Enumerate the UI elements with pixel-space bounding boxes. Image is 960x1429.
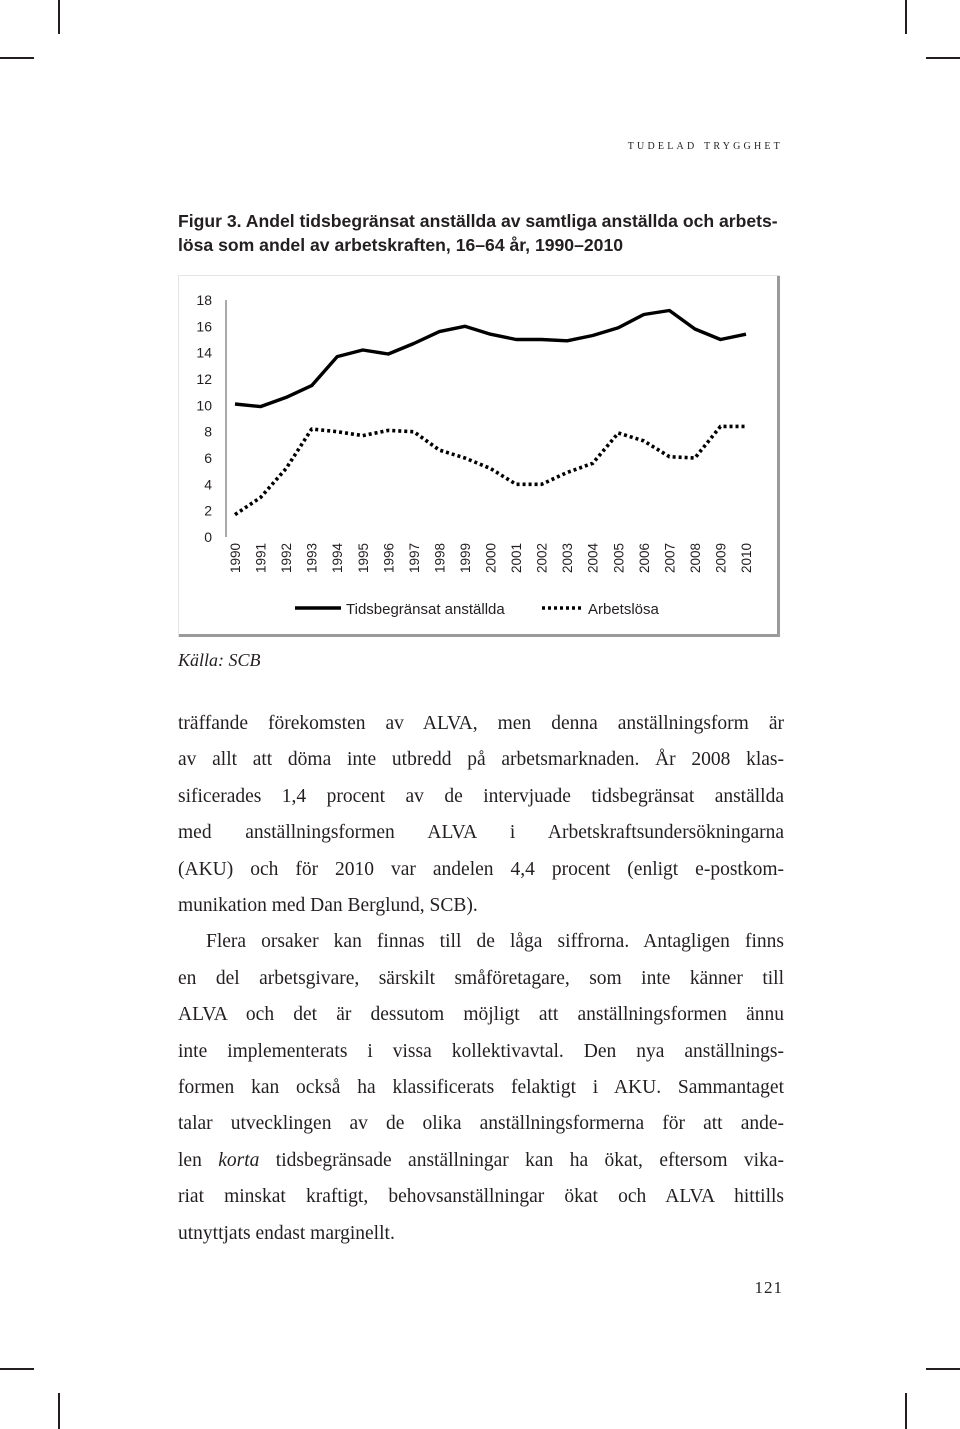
x-tick-label: 2010 — [739, 543, 754, 574]
crop-mark — [58, 0, 60, 34]
x-tick-label: 1998 — [432, 543, 448, 574]
crop-mark — [0, 57, 34, 59]
x-tick-label: 2001 — [509, 543, 525, 574]
crop-mark — [905, 0, 907, 34]
figure-caption — [178, 209, 788, 257]
x-tick-label: 1992 — [279, 543, 295, 574]
x-tick-label: 1994 — [330, 543, 346, 574]
text-line: av allt att döma inte utbredd på arbetsmarknaden. År 2008 klas- — [178, 749, 784, 771]
x-tick-label: 2005 — [611, 543, 627, 574]
text-line: inte implementerats i vissa kollektivavtal. Den nya anställnings- — [178, 1040, 784, 1062]
chart-svg — [178, 275, 780, 637]
y-tick-label: 16 — [196, 318, 212, 335]
text-line: utnyttjats endast marginellt. — [178, 1222, 395, 1244]
legend-label: Arbetslösa — [588, 601, 659, 618]
legend-label: Tidsbegränsat anställda — [346, 601, 505, 618]
text-line: med anställningsformen ALVA i Arbetskraftsundersökningarna — [178, 822, 784, 844]
x-tick-label: 1990 — [228, 543, 243, 574]
x-tick-label: 1996 — [381, 543, 397, 574]
y-tick-label: 4 — [204, 476, 212, 493]
text-fragment: len — [178, 1149, 219, 1171]
x-tick-label: 2007 — [662, 543, 678, 574]
crop-mark — [905, 1393, 907, 1429]
source-note: Källa: SCB — [178, 650, 261, 670]
x-tick-label: 1995 — [355, 543, 371, 574]
x-tick-label: 2000 — [483, 543, 499, 574]
y-tick-label: 18 — [196, 292, 212, 308]
series-line-arbetslosa — [235, 426, 746, 514]
x-tick-label: 2009 — [713, 543, 729, 574]
y-tick-label: 2 — [204, 502, 212, 519]
x-tick-label: 2008 — [687, 543, 703, 574]
x-tick-label: 1997 — [406, 543, 422, 574]
x-tick-label: 2004 — [585, 543, 601, 574]
y-tick-label: 6 — [204, 450, 212, 466]
crop-mark — [926, 1368, 960, 1370]
text-line: riat minskat kraftigt, behovsanställningar ökat och ALVA hittills — [178, 1186, 784, 1208]
text-line: en del arbetsgivare, särskilt småföretagare, som inte känner till — [178, 967, 784, 989]
text-line — [178, 1143, 784, 1179]
x-tick-label: 2006 — [636, 543, 652, 574]
body-text — [178, 706, 784, 1252]
caption-line: Figur 3. Andel tidsbegränsat anställda av samtliga anställda och arbets- — [178, 211, 778, 231]
caption-line: lösa som andel av arbetskraften, 16–64 år, 1990–2010 — [178, 235, 624, 255]
crop-mark — [926, 57, 960, 59]
x-tick-label: 1999 — [457, 543, 473, 574]
y-tick-label: 14 — [196, 344, 212, 361]
line-chart — [178, 275, 780, 637]
y-tick-label: 12 — [196, 371, 212, 387]
y-tick-label: 8 — [204, 423, 212, 440]
y-tick-label: 10 — [196, 397, 212, 414]
text-line: talar utvecklingen av de olika anställningsformerna för att ande- — [178, 1113, 784, 1135]
text-line: munikation med Dan Berglund, SCB). — [178, 895, 478, 917]
x-tick-label: 1991 — [253, 543, 269, 574]
text-line: (AKU) och för 2010 var andelen 4,4 procent (enligt e-postkom- — [178, 858, 784, 880]
running-head: tudelad trygghet — [627, 138, 783, 153]
x-tick-label: 2003 — [560, 543, 576, 574]
series-line-tidsbegransat — [235, 311, 746, 407]
page-number: 121 — [754, 1278, 783, 1297]
text-fragment: tidsbegränsade anställningar kan ha ökat, eftersom vika- — [259, 1149, 785, 1171]
text-line: sificerades 1,4 procent av de intervjuade tidsbegränsat anställda — [178, 785, 784, 807]
crop-mark — [0, 1368, 34, 1370]
emphasis: korta — [218, 1149, 260, 1171]
crop-mark — [58, 1393, 60, 1429]
text-line: Flera orsaker kan finnas till de låga siffrorna. Antagligen finns — [206, 931, 784, 953]
text-line: ALVA och det är dessutom möjligt att anställningsformen ännu — [178, 1004, 784, 1026]
x-tick-label: 1993 — [304, 543, 320, 574]
y-tick-label: 0 — [204, 529, 212, 545]
x-tick-label: 2002 — [534, 543, 550, 574]
text-line: träffande förekomsten av ALVA, men denna anställningsform är — [178, 713, 784, 734]
text-line: formen kan också ha klassificerats felaktigt i AKU. Sammantaget — [178, 1077, 784, 1099]
